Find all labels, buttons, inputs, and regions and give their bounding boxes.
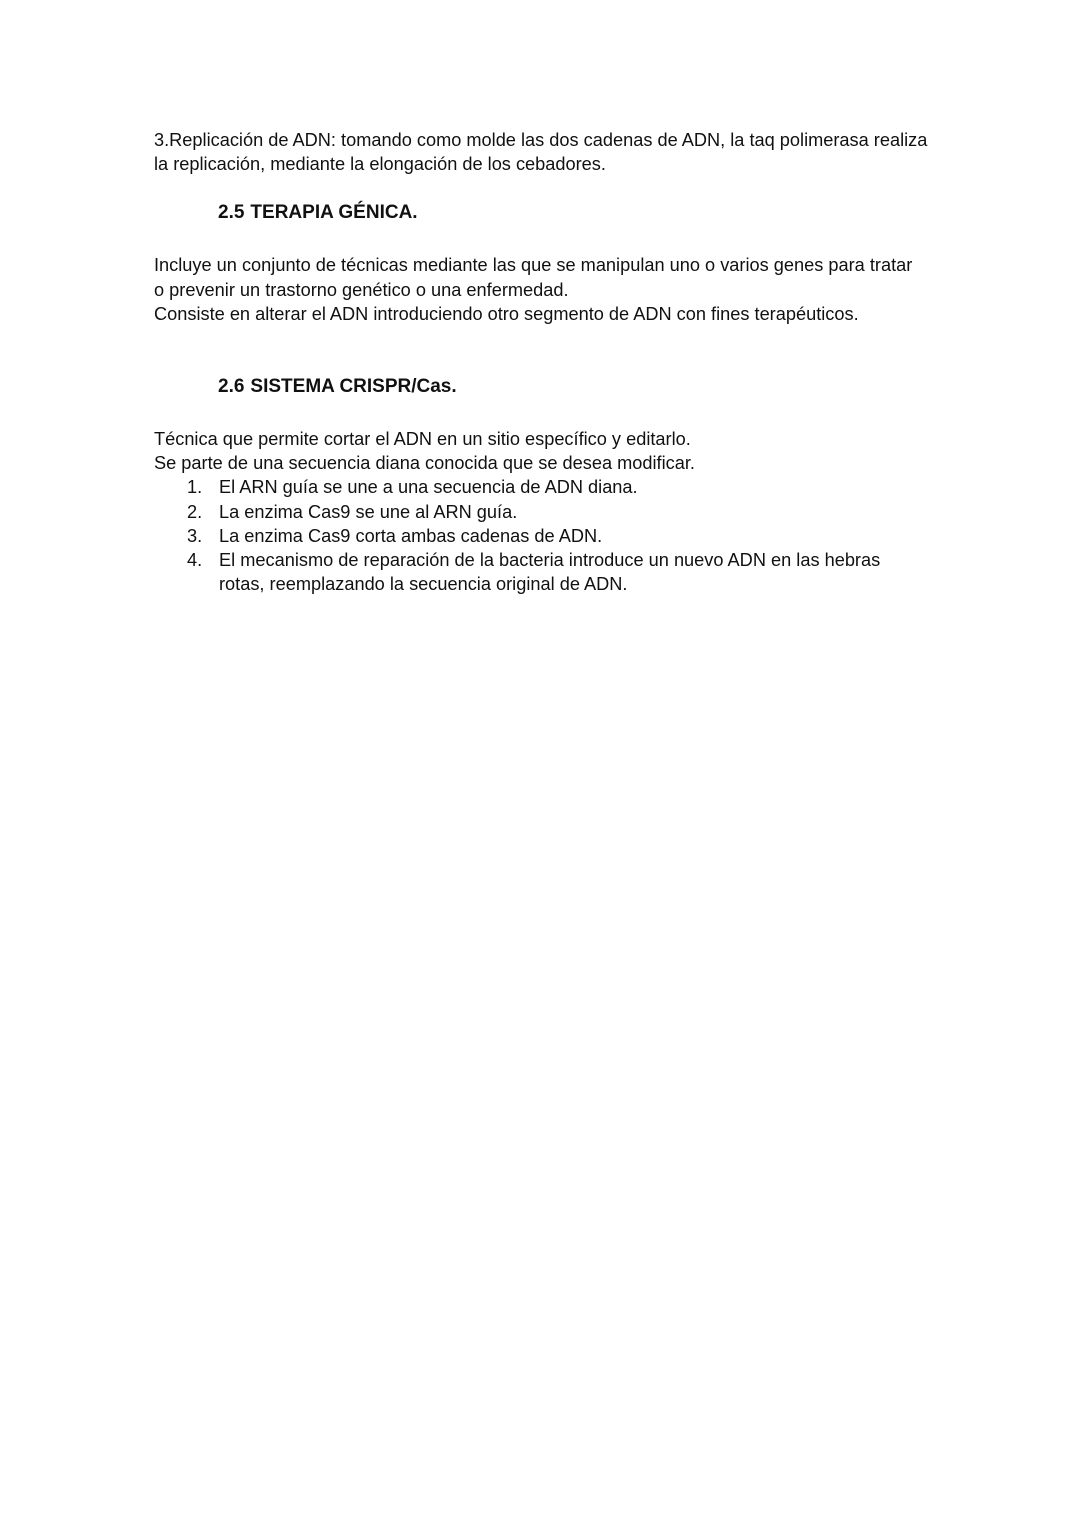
paragraph-line: Incluye un conjunto de técnicas mediante las que se manipulan uno o varios genes para tratar — [154, 255, 913, 276]
section-title: TERAPIA GÉNICA. — [250, 202, 418, 224]
section-heading-crispr — [154, 375, 944, 399]
list-item-number: 2. — [187, 501, 203, 522]
list-item — [154, 500, 944, 524]
list-item-number: 4. — [187, 550, 203, 571]
list-item — [154, 524, 944, 548]
crispr-steps-list — [154, 475, 944, 596]
paragraph-line: o prevenir un trastorno genético o una enfermedad. — [154, 279, 569, 300]
list-item-number: 1. — [187, 477, 203, 498]
list-item — [154, 548, 944, 596]
list-item-text: El ARN guía se une a una secuencia de ADN diana. — [219, 477, 638, 498]
crispr-paragraph — [154, 427, 944, 596]
paragraph-line: Se parte de una secuencia diana conocida que se desea modificar. — [154, 453, 695, 474]
list-item-text: La enzima Cas9 se une al ARN guía. — [219, 501, 518, 522]
list-item-text: El mecanismo de reparación de la bacteria introduce un nuevo ADN en las hebras — [219, 550, 881, 571]
paragraph-line: la replicación, mediante la elongación de los cebadores. — [154, 154, 606, 175]
list-item — [154, 475, 944, 499]
paragraph-line: Técnica que permite cortar el ADN en un sitio específico y editarlo. — [154, 429, 691, 450]
list-item-text: rotas, reemplazando la secuencia original de ADN. — [219, 574, 628, 595]
gene-therapy-paragraph — [154, 253, 944, 326]
paragraph-line: Consiste en alterar el ADN introduciendo otro segmento de ADN con fines terapéuticos. — [154, 303, 859, 324]
section-number: 2.6 — [218, 376, 245, 398]
section-heading-gene-therapy — [154, 201, 944, 225]
section-number: 2.5 — [218, 202, 245, 224]
list-item-text: La enzima Cas9 corta ambas cadenas de ADN. — [219, 525, 603, 546]
paragraph-line: 3.Replicación de ADN: tomando como molde las dos cadenas de ADN, la taq polimerasa realiza — [154, 130, 928, 150]
list-item-number: 3. — [187, 525, 203, 546]
page-content — [154, 128, 944, 596]
section-title: SISTEMA CRISPR/Cas. — [250, 376, 457, 398]
pcr-replication-paragraph — [154, 128, 944, 176]
